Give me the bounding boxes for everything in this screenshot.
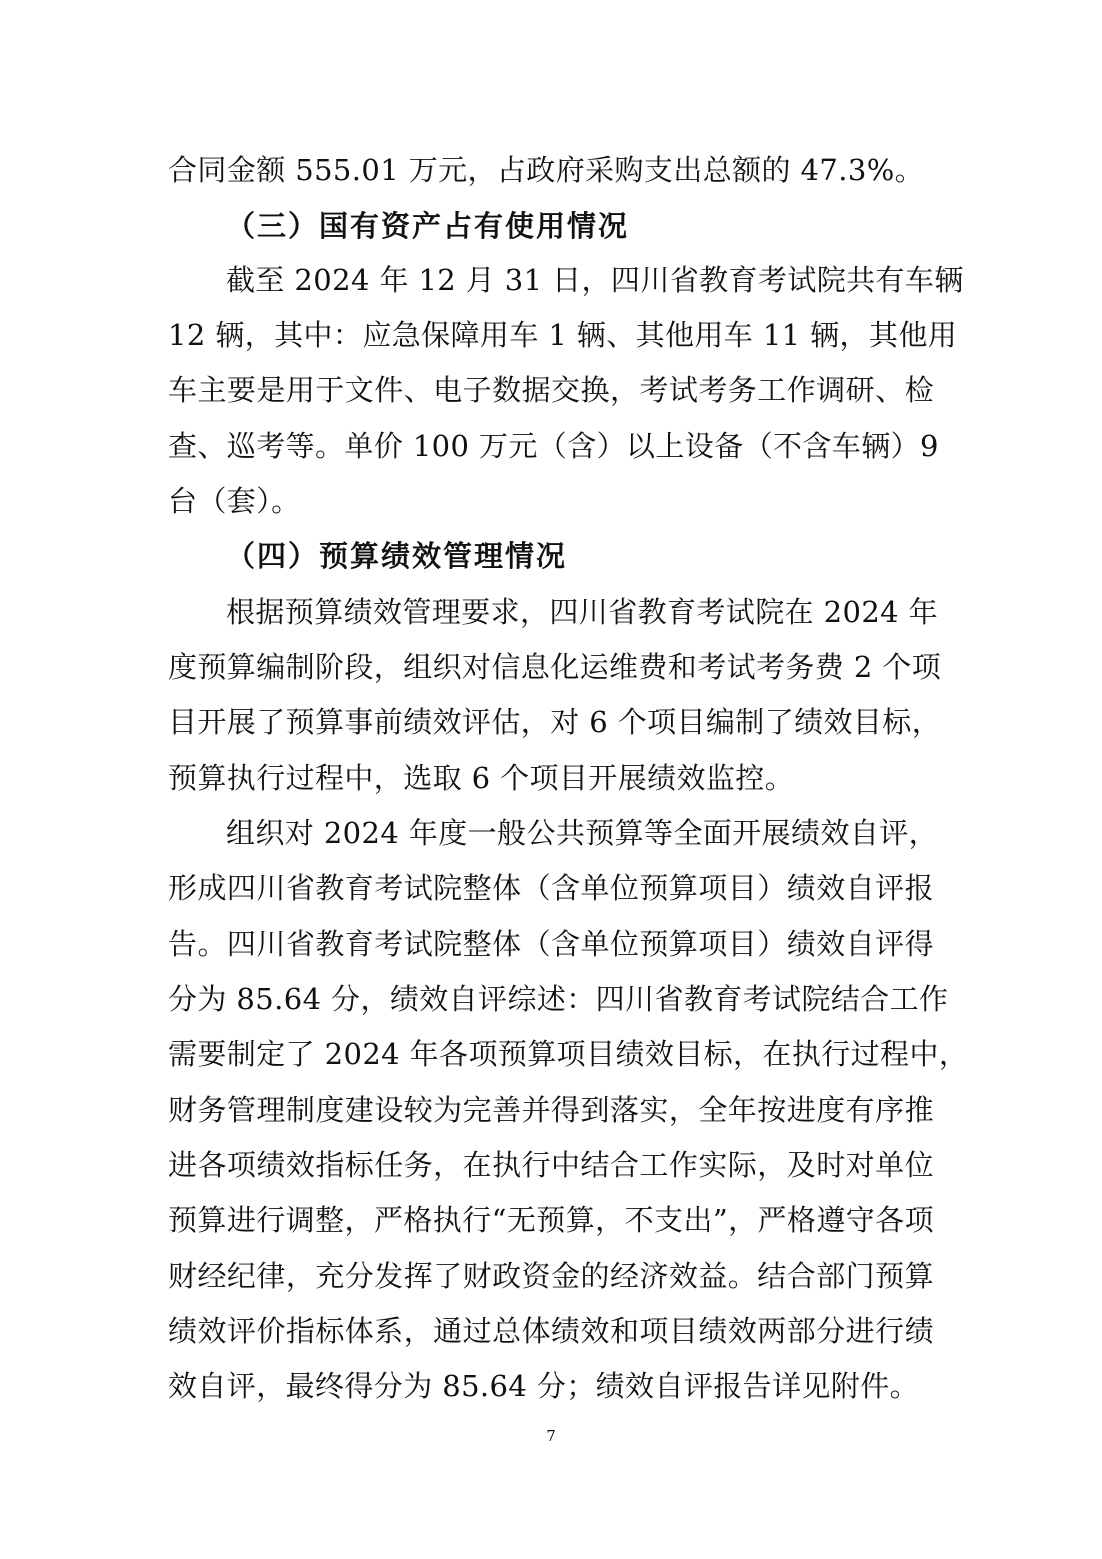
text-line-5: 查、巡考等。单价 100 万元（含）以上设备（不含车辆）9 bbox=[168, 429, 939, 463]
text-line-18: 预算进行调整，严格执行“无预算，不支出”，严格遵守各项 bbox=[168, 1203, 934, 1237]
text-line-14: 分为 85.64 分，绩效自评综述：四川省教育考试院结合工作 bbox=[168, 982, 949, 1016]
text-line-10: 预算执行过程中，选取 6 个项目开展绩效监控。 bbox=[168, 761, 795, 795]
page-number: 7 bbox=[546, 1427, 556, 1445]
text-line-20: 绩效评价指标体系，通过总体绩效和项目绩效两部分进行绩 bbox=[168, 1314, 934, 1348]
section-heading-3: （三）国有资产占有使用情况 bbox=[226, 209, 630, 243]
text-line-15: 需要制定了 2024 年各项预算项目绩效目标，在执行过程中， bbox=[168, 1037, 969, 1071]
text-line-16: 财务管理制度建设较为完善并得到落实，全年按进度有序推 bbox=[168, 1093, 934, 1127]
text-line-12: 形成四川省教育考试院整体（含单位预算项目）绩效自评报 bbox=[168, 871, 934, 905]
text-line-3: 12 辆，其中：应急保障用车 1 辆、其他用车 11 辆，其他用 bbox=[168, 318, 958, 352]
text-line-8: 度预算编制阶段，组织对信息化运维费和考试考务费 2 个项 bbox=[168, 650, 942, 684]
section-heading-4: （四）预算绩效管理情况 bbox=[226, 539, 568, 573]
text-line-13: 告。四川省教育考试院整体（含单位预算项目）绩效自评得 bbox=[168, 927, 934, 961]
text-line-9: 目开展了预算事前绩效评估，对 6 个项目编制了绩效目标， bbox=[168, 705, 942, 739]
text-line-6: 台（套）。 bbox=[168, 484, 301, 518]
text-line-1: 合同金额 555.01 万元，占政府采购支出总额的 47.3%。 bbox=[168, 153, 925, 187]
text-line-11: 组织对 2024 年度一般公共预算等全面开展绩效自评， bbox=[226, 816, 939, 850]
text-line-17: 进各项绩效指标任务，在执行中结合工作实际，及时对单位 bbox=[168, 1148, 934, 1182]
text-line-21: 效自评，最终得分为 85.64 分；绩效自评报告详见附件。 bbox=[168, 1369, 920, 1403]
text-line-7: 根据预算绩效管理要求，四川省教育考试院在 2024 年 bbox=[226, 595, 939, 629]
text-line-2: 截至 2024 年 12 月 31 日，四川省教育考试院共有车辆 bbox=[226, 263, 964, 297]
text-line-19: 财经纪律，充分发挥了财政资金的经济效益。结合部门预算 bbox=[168, 1259, 934, 1293]
text-line-4: 车主要是用于文件、电子数据交换，考试考务工作调研、检 bbox=[168, 373, 934, 407]
